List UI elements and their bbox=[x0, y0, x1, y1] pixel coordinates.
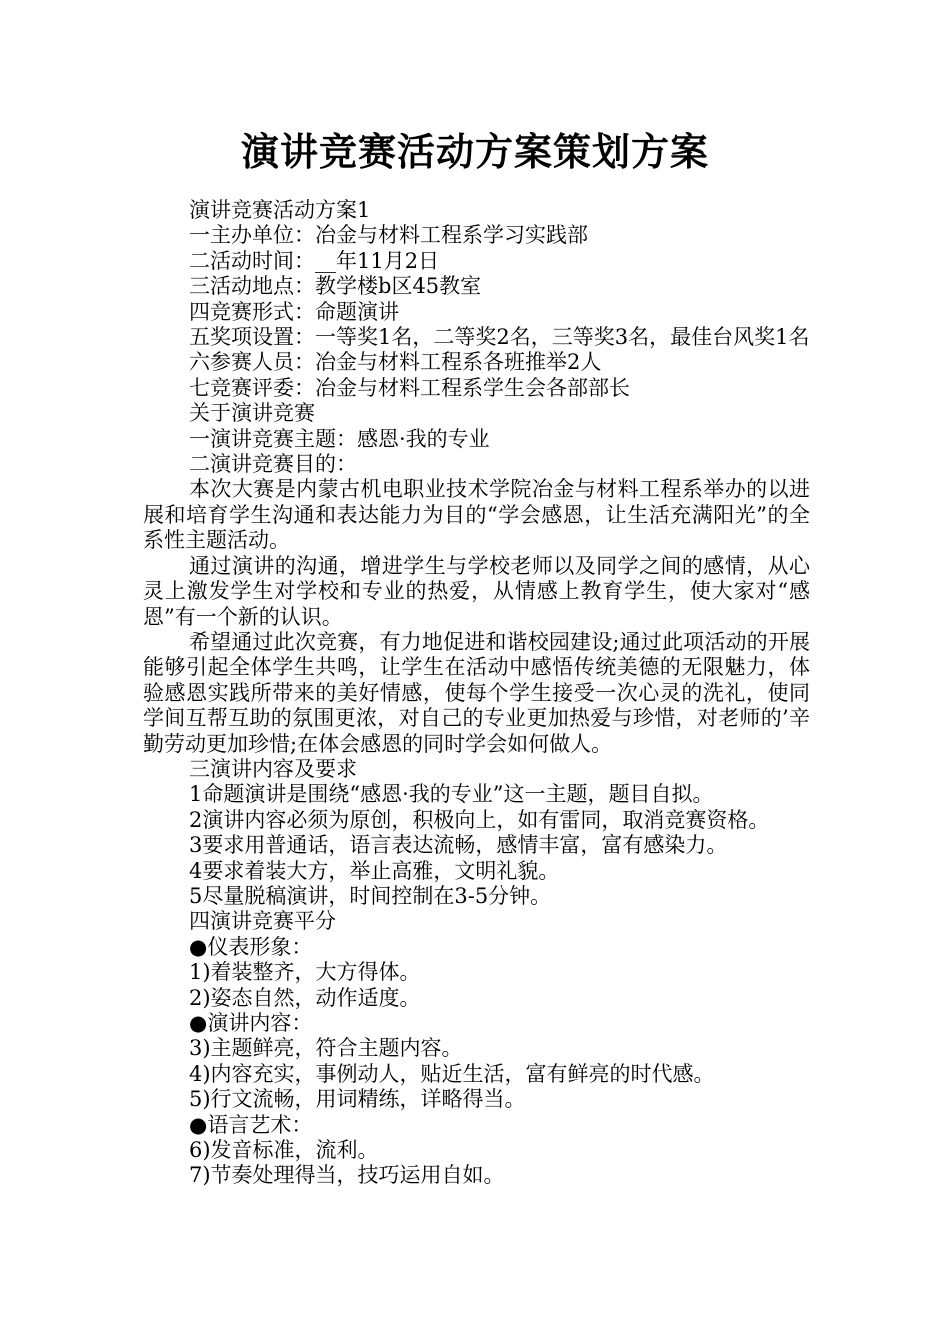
paragraph-purpose-1: 本次大赛是内蒙古机电职业技术学院冶金与材料工程系举办的以进展和培育学生沟通和表达能力为目的“学会感恩，让生活充满阳光”的全系性主题活动。 bbox=[143, 477, 810, 553]
paragraph-content-heading: 三演讲内容及要求 bbox=[189, 756, 357, 781]
list-item-score-3: 3)主题鲜亮，符合主题内容。 bbox=[189, 1036, 463, 1061]
list-item-requirement-5: 5尽量脱稿演讲，时间控制在3-5分钟。 bbox=[189, 883, 552, 908]
paragraph-format: 四竞赛形式：命题演讲 bbox=[189, 299, 399, 324]
bullet-content: ●演讲内容： bbox=[189, 1011, 313, 1035]
list-item-requirement-2: 2演讲内容必须为原创，积极向上，如有雷同，取消竞赛资格。 bbox=[189, 807, 770, 832]
list-item-requirement-3: 3要求用普通话，语言表达流畅，感情丰富，富有感染力。 bbox=[189, 833, 728, 858]
paragraph-purpose-3: 希望通过此次竞赛，有力地促进和谐校园建设;通过此项活动的开展能够引起全体学生共鸣，让学生在活动中感悟传统美德的无限魅力，体验感恩实践所带来的美好情感，使每个学生接受一次心灵的洗礼，使同学间互帮互助的氛围更浓，对自己的专业更加热爱与珍惜，对老师的’辛勤劳动更加珍惜;在体会感恩的同时学会如何做人。 bbox=[143, 629, 810, 756]
list-item-score-1: 1)着装整齐，大方得体。 bbox=[189, 960, 421, 985]
paragraph-scoring-heading: 四演讲竞赛平分 bbox=[189, 909, 336, 934]
paragraph-organizer: 一主办单位：冶金与材料工程系学习实践部 bbox=[189, 223, 588, 248]
list-item-score-7: 7)节奏处理得当，技巧运用自如。 bbox=[189, 1163, 505, 1188]
paragraph-judges: 七竞赛评委：冶金与材料工程系学生会各部部长 bbox=[189, 375, 630, 400]
paragraph-participants: 六参赛人员：冶金与材料工程系各班推举2人 bbox=[189, 350, 602, 375]
paragraph-purpose-2: 通过演讲的沟通，增进学生与学校老师以及同学之间的感情，从心灵上激发学生对学校和专业的热爱，从情感上教育学生，使大家对“感恩”有一个新的认识。 bbox=[143, 553, 810, 629]
list-item-score-6: 6)发音标准，流利。 bbox=[189, 1138, 379, 1163]
paragraph-about: 关于演讲竞赛 bbox=[189, 401, 315, 426]
paragraph-purpose-heading: 二演讲竞赛目的： bbox=[189, 452, 357, 477]
list-item-score-4: 4)内容充实，事例动人，贴近生活，富有鲜亮的时代感。 bbox=[189, 1061, 715, 1086]
paragraph-plan-heading: 演讲竞赛活动方案1 bbox=[189, 198, 371, 222]
paragraph-theme: 一演讲竞赛主题：感恩·我的专业 bbox=[189, 426, 490, 451]
paragraph-awards: 五奖项设置：一等奖1名，二等奖2名，三等奖3名，最佳台风奖1名 bbox=[189, 325, 810, 350]
document-title: 演讲竞赛活动方案策划方案 bbox=[240, 130, 709, 174]
document-body bbox=[143, 198, 810, 1189]
paragraph-time: 二活动时间：__年11月2日 bbox=[189, 248, 440, 273]
bullet-appearance: ●仪表形象： bbox=[189, 934, 313, 959]
bullet-language: ●语言艺术： bbox=[189, 1112, 313, 1137]
paragraph-location: 三活动地点：教学楼b区45教室 bbox=[189, 274, 482, 299]
list-item-requirement-4: 4要求着装大方，举止高雅，文明礼貌。 bbox=[189, 858, 560, 883]
list-item-score-5: 5)行文流畅，用词精练，详略得当。 bbox=[189, 1087, 526, 1112]
list-item-score-2: 2)姿态自然，动作适度。 bbox=[189, 985, 421, 1010]
list-item-requirement-1: 1命题演讲是围绕“感恩·我的专业”这一主题，题目自拟。 bbox=[189, 782, 714, 807]
